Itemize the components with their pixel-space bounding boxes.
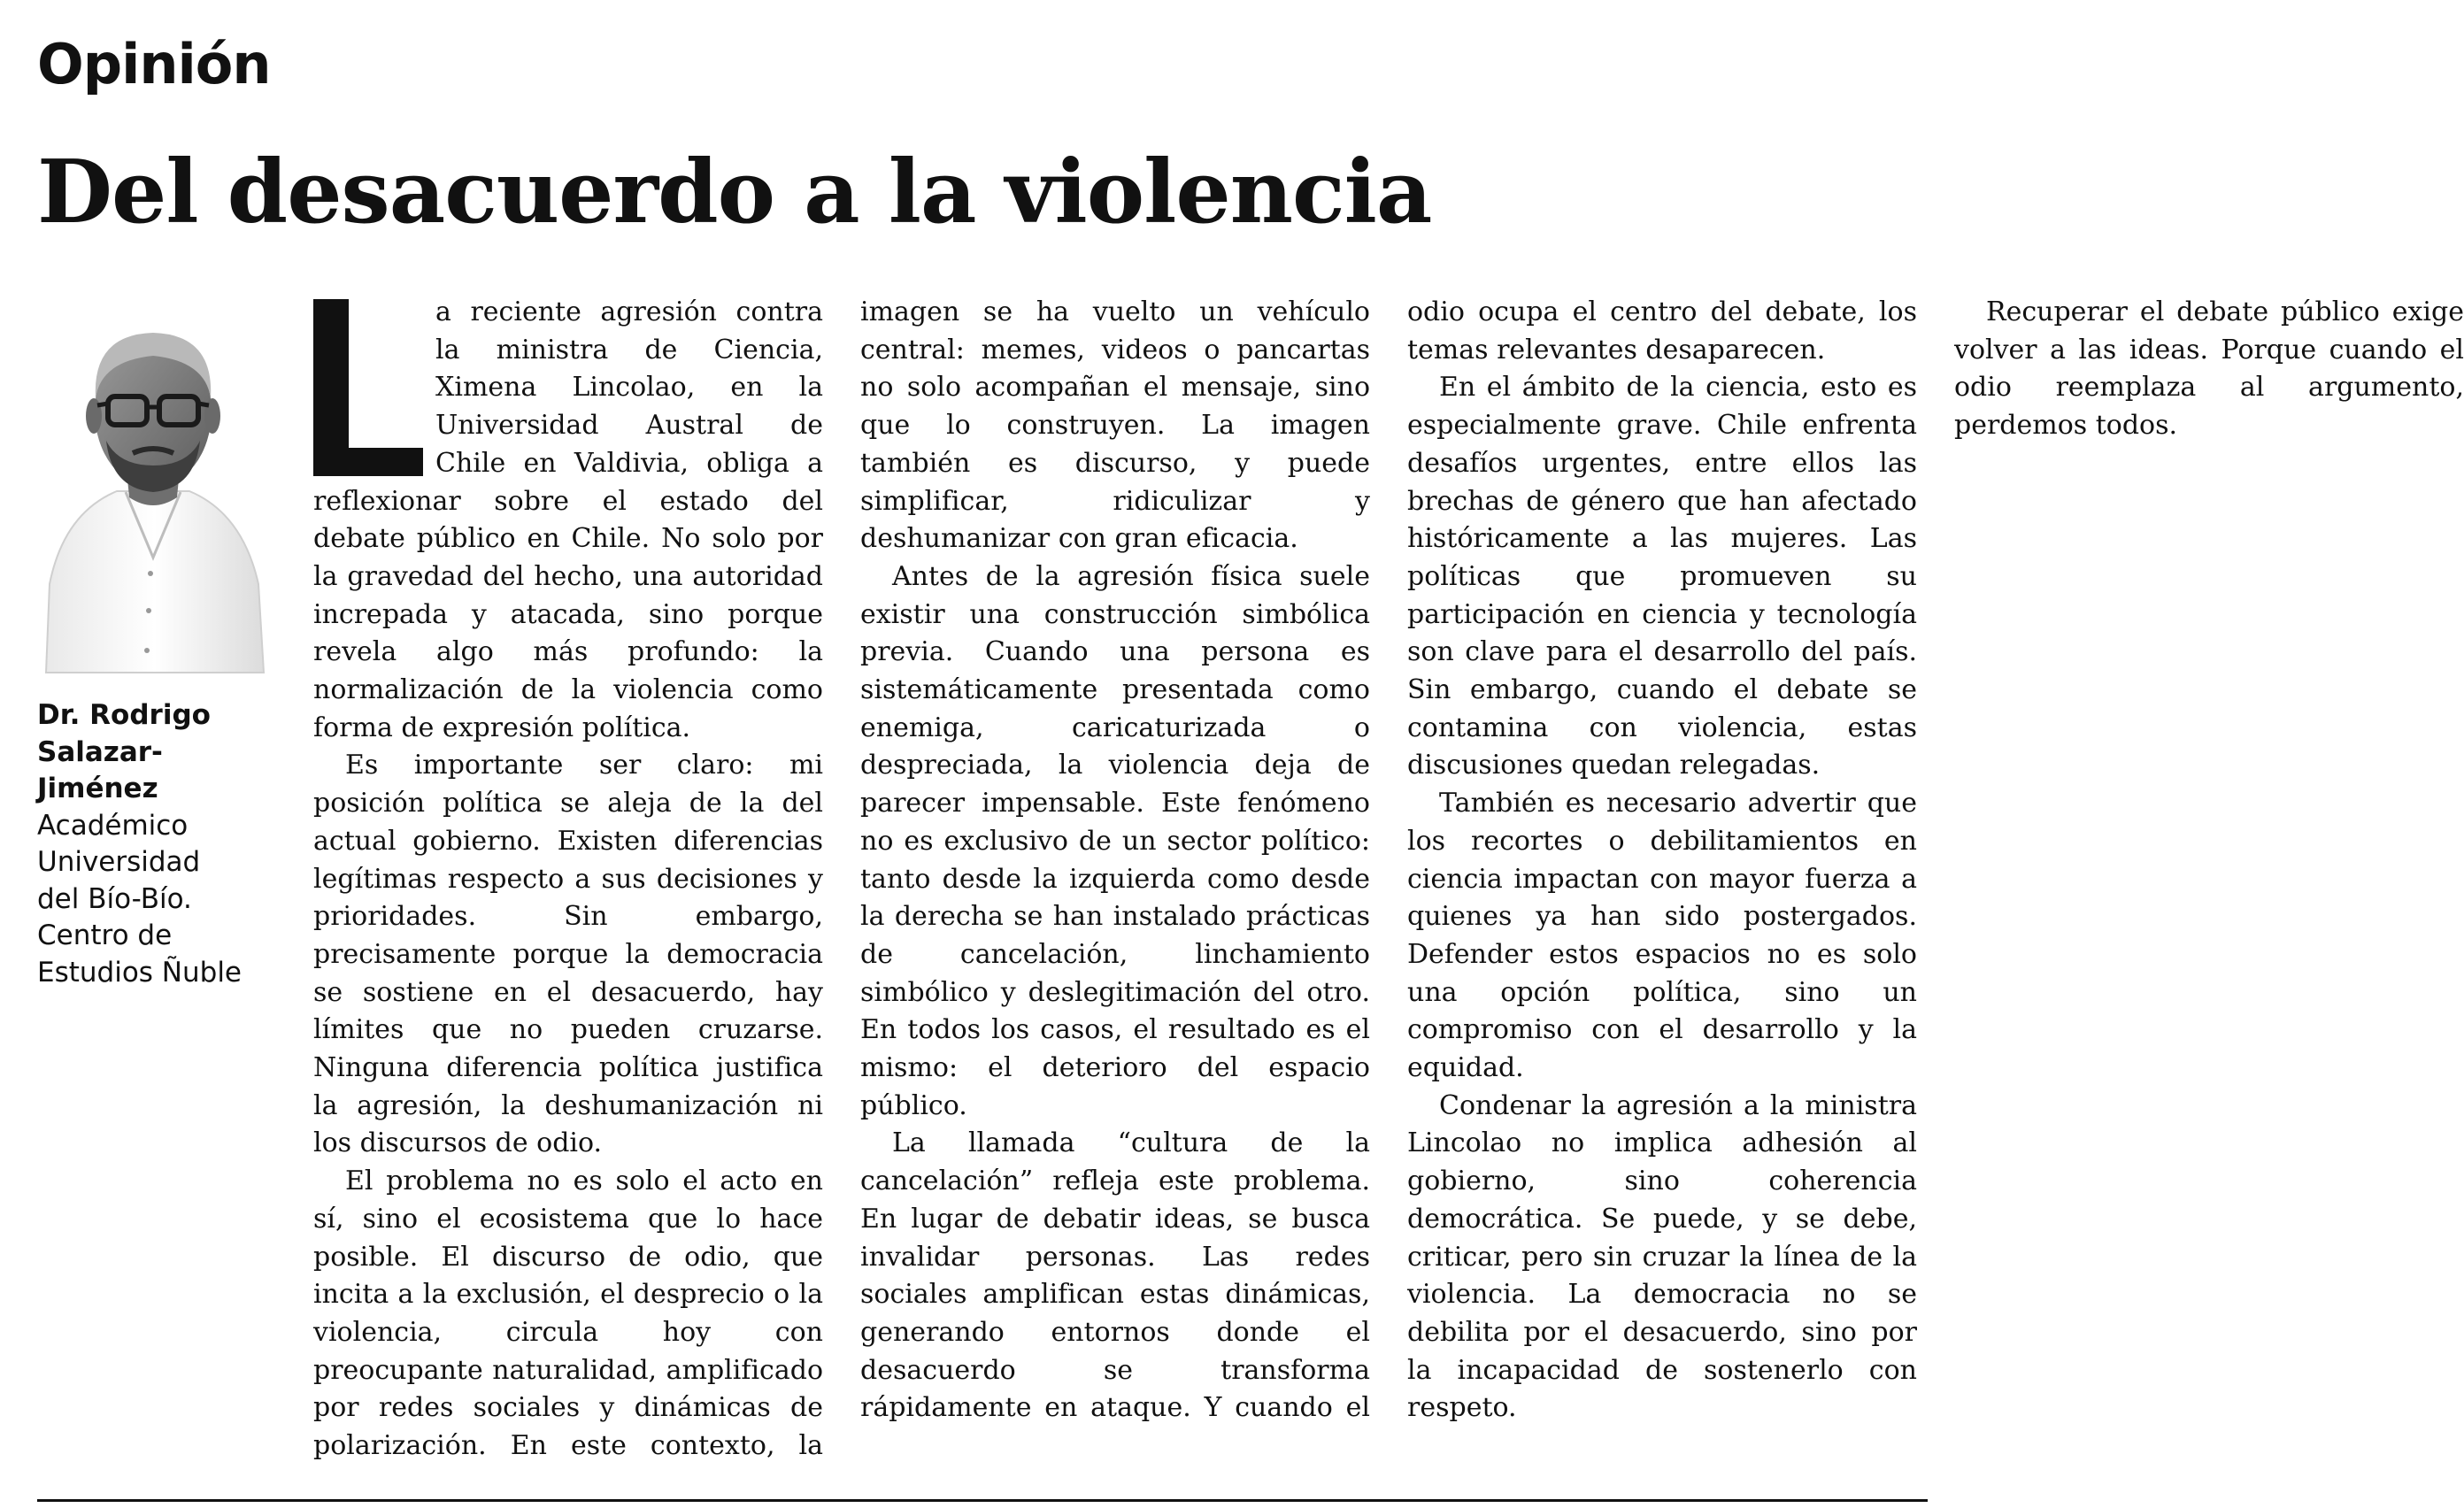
article-paragraph-1-text: a reciente agresión contra la ministra de Ciencia, Ximena Lincolao, en la Universidad Austral de Chile en Valdivia, obliga a reflexionar sobre el estado del debate público en Chile. No solo por la gravedad del hecho, una autoridad increpada y atacada, sino porque revela algo más profundo: la normalización de la violencia como forma de expresión política. <box>313 296 823 743</box>
article-paragraph-2: Es importante ser claro: mi posición política se aleja de la del actual gobierno. Existen diferencias legítimas respecto a sus decisiones y prioridades. Sin embargo, precisamente porque la democracia se sostiene en el desacuerdo, hay límites que no pueden cruzarse. Ninguna diferencia política justifica la agresión, la deshumanización ni los discursos de odio. <box>313 750 823 1159</box>
author-name-line-2: Salazar- <box>37 735 163 768</box>
author-role-line-1: Académico <box>37 809 189 842</box>
article-paragraph-7: También es necesario advertir que los recortes o debilitamientos en ciencia impactan con mayor fuerza a quienes ya han sido postergados. Defender estos espacios no es solo una opción política, sino un compromiso con el desarrollo y la equidad. <box>1407 788 1917 1084</box>
headline: Del desacuerdo a la violencia <box>37 142 1432 243</box>
section-label: Opinión <box>37 32 271 96</box>
article-paragraph-5: La llamada “cultura de la cancelación” refleja este problema. En lugar de debatir ideas, se busca invalidar personas. Las redes sociales amplifican estas dinámicas, generando entornos donde el desacuerdo se transforma rápidamente en ataque. Y cuando el odio ocupa el centro del debate, los temas relevantes desaparecen. <box>860 296 1917 1424</box>
article-paragraph-3: El problema no es solo el acto en sí, sino el ecosistema que lo hace posible. El discurso de odio, que incita a la exclusión, el desprecio o la violencia, circula hoy con preocupante naturalidad, amplificado por redes sociales y dinámicas de polarización. En este contexto, la imagen se ha vuelto un vehículo central: memes, videos o pancartas no solo acompañan el mensaje, sino que lo construyen. La imagen también es discurso, y puede simplificar, ridiculizar y deshumanizar con gran eficacia. <box>313 296 1370 1462</box>
author-role-line-2: Universidad <box>37 846 201 878</box>
article-paragraph-1 <box>313 294 823 747</box>
author-role-line-5: Estudios Ñuble <box>37 956 243 989</box>
article-paragraph-6: En el ámbito de la ciencia, esto es especialmente grave. Chile enfrenta desafíos urgentes, entre ellos las brechas de género que han afectado históricamente a las mujeres. Las políticas que promueven su participación en ciencia y tecnología son clave para el desarrollo del país. Sin embargo, cuando el debate se contamina con violencia, estas discusiones quedan relegadas. <box>1407 372 1917 781</box>
article-body <box>313 294 2464 1476</box>
author-name-line-1: Dr. Rodrigo <box>37 699 211 731</box>
author-name-line-3: Jiménez <box>37 773 158 804</box>
bottom-rule <box>37 1499 1928 1502</box>
author-byline <box>37 697 276 991</box>
author-role-line-3: del Bío-Bío. <box>37 882 192 915</box>
drop-cap <box>313 299 423 476</box>
author-photo <box>37 292 269 673</box>
article-paragraph-4: Antes de la agresión física suele existir una construcción simbólica previa. Cuando una persona es sistemáticamente presentada como enemiga, caricaturizada o despreciada, la violencia deja de parecer impensable. Este fenómeno no es exclusivo de un sector político: tanto desde la izquierda como desde la derecha se han instalado prácticas de cancelación, linchamiento simbólico y deslegitimación del otro. En todos los casos, el resultado es el mismo: el deterioro del espacio público. <box>860 560 1370 1121</box>
author-portrait-illustration <box>37 292 269 673</box>
author-role-line-4: Centro de <box>37 919 173 951</box>
article-paragraph-8: Condenar la agresión a la ministra Lincolao no implica adhesión al gobierno, sino coherencia democrática. Se puede, y se debe, criticar, pero sin cruzar la línea de la violencia. La democracia no se debilita por el desacuerdo, sino por la incapacidad de sostenerlo con respeto. <box>1407 1089 1917 1424</box>
article-paragraph-9: Recuperar el debate público exige volver a las ideas. Porque cuando el odio reemplaza al argumento, perdemos todos. <box>1954 296 2464 442</box>
